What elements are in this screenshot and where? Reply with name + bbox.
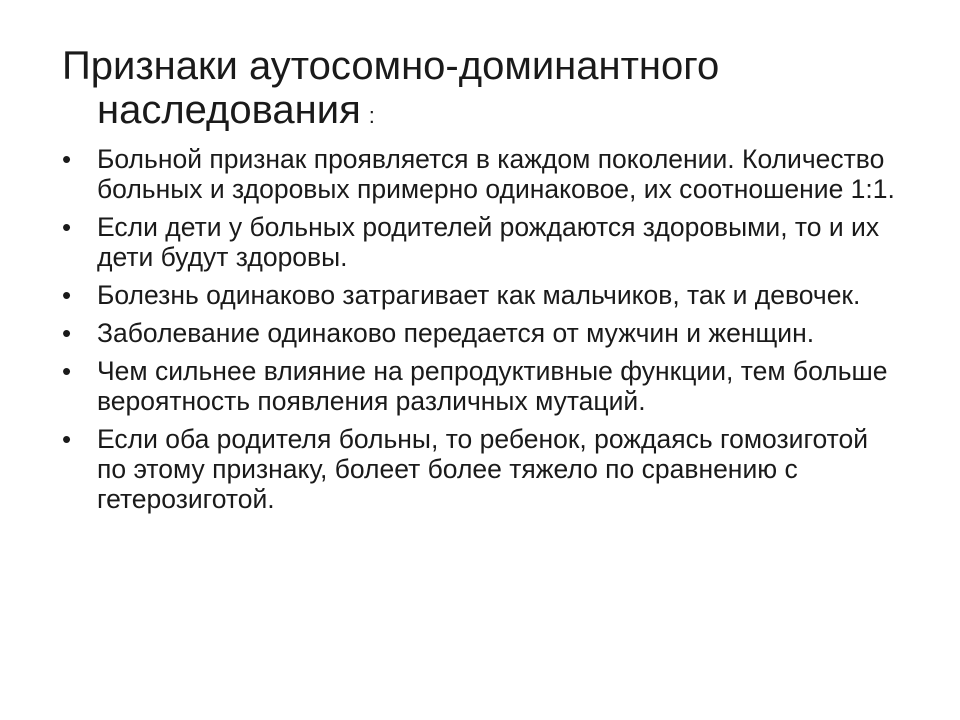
title-line-1: Признаки аутосомно-доминантного bbox=[62, 44, 720, 88]
bullet-text: Чем сильнее влияние на репродуктивные функции, тем больше вероятность появления различных мутаций. bbox=[97, 356, 888, 416]
bullet-item bbox=[62, 318, 900, 348]
title-line-2 bbox=[62, 88, 900, 138]
bullet-item bbox=[62, 280, 900, 310]
bullet-item bbox=[62, 212, 900, 272]
bullet-dot-icon: • bbox=[62, 144, 72, 174]
bullet-dot-icon: • bbox=[62, 424, 72, 454]
bullet-text: Больной признак проявляется в каждом поколении. Количество больных и здоровых примерно одинаковое, их соотношение 1:1. bbox=[97, 144, 895, 204]
bullet-dot-icon: • bbox=[62, 212, 72, 242]
bullet-text: Если дети у больных родителей рождаются здоровыми, то и их дети будут здоровы. bbox=[97, 212, 880, 272]
slide-title bbox=[62, 44, 900, 138]
bullet-list bbox=[62, 144, 900, 514]
title-line-2-text: наследования bbox=[97, 88, 361, 132]
bullet-item bbox=[62, 424, 900, 514]
bullet-text: Болезнь одинаково затрагивает как мальчиков, так и девочек. bbox=[97, 280, 861, 310]
bullet-dot-icon: • bbox=[62, 280, 72, 310]
bullet-item bbox=[62, 144, 900, 204]
bullet-item bbox=[62, 356, 900, 416]
bullet-dot-icon: • bbox=[62, 356, 72, 386]
bullet-text: Заболевание одинаково передается от мужчин и женщин. bbox=[97, 318, 815, 348]
bullet-text: Если оба родителя больны, то ребенок, рождаясь гомозиготой по этому признаку, болеет более тяжело по сравнению с гетерозиготой. bbox=[97, 424, 869, 514]
bullet-dot-icon: • bbox=[62, 318, 72, 348]
title-colon: : bbox=[368, 103, 375, 128]
